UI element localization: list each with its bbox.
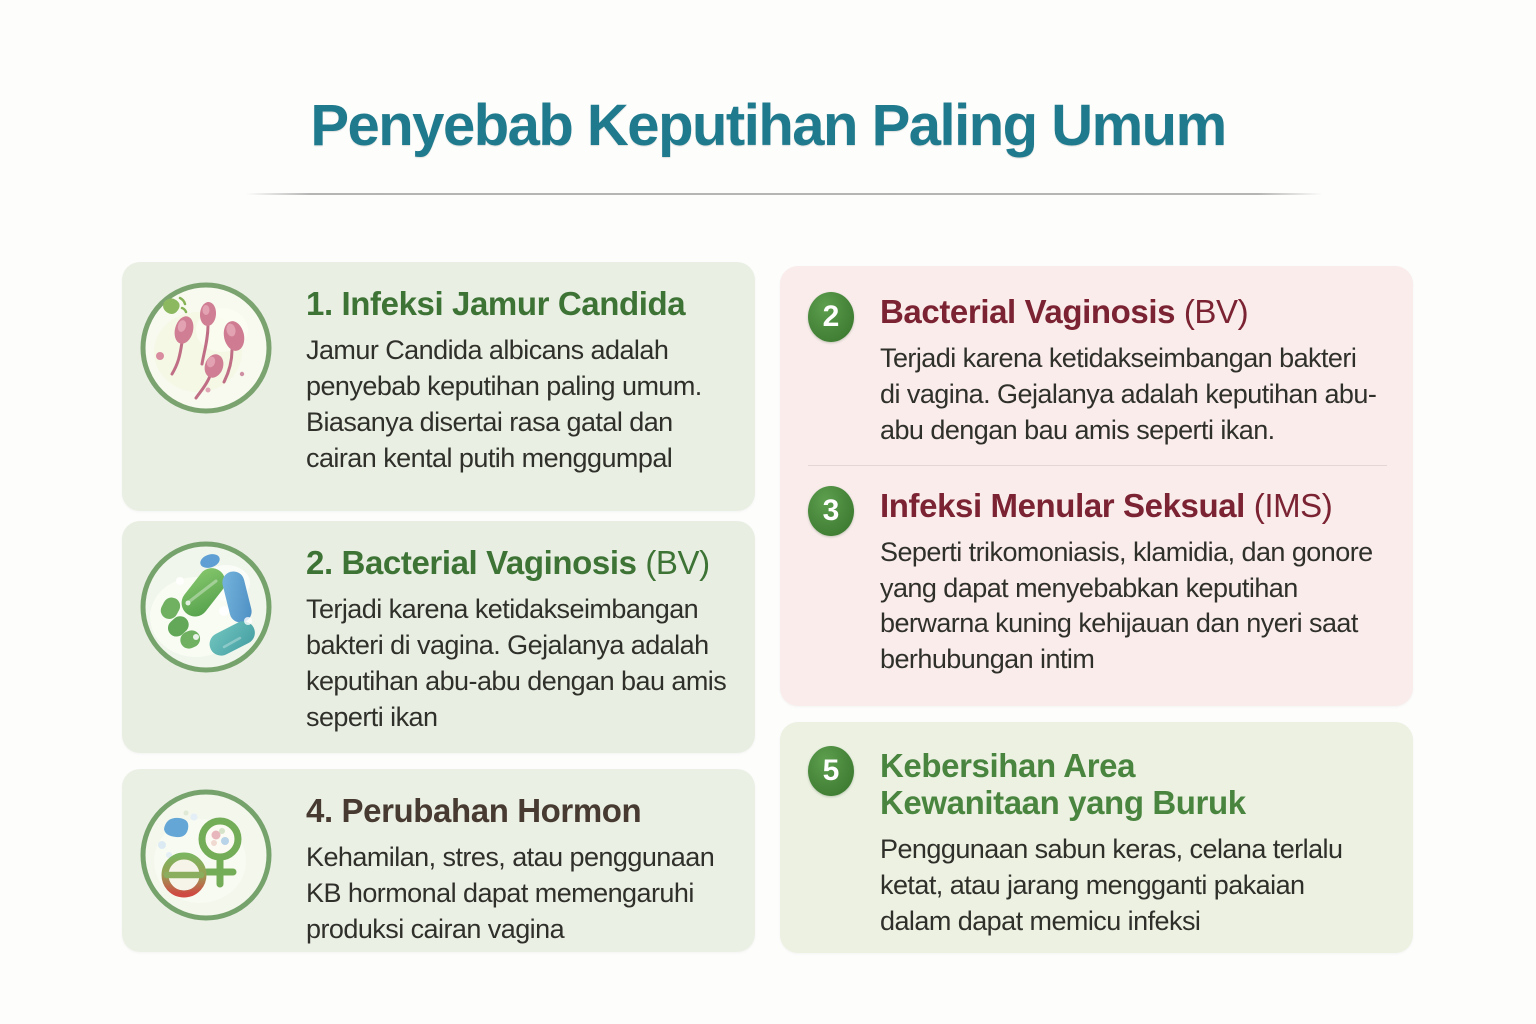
badge-number: 3 (822, 493, 840, 527)
hormone-symbols-icon (138, 787, 274, 923)
card-title-text: Perubahan Hormon (341, 792, 642, 829)
section-heading (880, 748, 1381, 822)
card-perubahan-hormon (122, 769, 755, 952)
card-body: Jamur Candida albicans adalah penyebab keputihan paling umum. Biasanya disertai rasa gatal dan cairan kental putih menggumpal (306, 334, 702, 473)
card-heading (306, 286, 735, 323)
section-body: Terjadi karena ketidakseimbangan bakteri di vagina. Gejalanya adalah keputihan abu-abu dengan bau amis seperti ikan. (880, 342, 1377, 445)
number-badge (808, 486, 854, 536)
card-title-text: Bacterial Vaginosis (341, 544, 637, 581)
card-infeksi-jamur-candida (122, 262, 755, 511)
section-title-text: Infeksi Menular Seksual (880, 486, 1245, 524)
title-divider (246, 193, 1322, 195)
card-number: 1. (306, 285, 333, 322)
section-divider (808, 465, 1387, 466)
section-body: Penggunaan sabun keras, celana terlalu ketat, atau jarang mengganti pakaian dalam dapat memicu infeksi (880, 833, 1343, 936)
section-heading (880, 488, 1377, 525)
card-title-suffix: (BV) (645, 544, 710, 581)
section-title-suffix: (BV) (1183, 293, 1249, 330)
section-kebersihan (808, 746, 1395, 940)
section-title-text: Bacterial Vaginosis (880, 293, 1176, 330)
section-body: Seperti trikomoniasis, klamidia, dan gonore yang dapat menyebabkan keputihan berwarna kuning kehijauan dan nyeri saat berhubungan intim (880, 536, 1373, 675)
card-number: 4. (306, 792, 333, 829)
card-title-text: Infeksi Jamur Candida (341, 285, 686, 322)
section-title-suffix: (IMS) (1253, 486, 1333, 524)
card-bacterial-vaginosis-left (122, 521, 755, 753)
card-kebersihan-area-kewanitaan (780, 722, 1413, 953)
card-heading (306, 545, 735, 582)
card-heading (306, 793, 735, 830)
card-body: Kehamilan, stres, atau penggunaan KB hormonal dapat memengaruhi produksi cairan vagina (306, 841, 715, 944)
card-body: Terjadi karena ketidakseimbangan bakteri di vagina. Gejalanya adalah keputihan abu-abu dengan bau amis seperti ikan (306, 593, 727, 732)
number-badge (808, 746, 854, 796)
page-title: Penyebab Keputihan Paling Umum (310, 93, 1226, 158)
card-number: 2. (306, 544, 333, 581)
number-badge (808, 292, 854, 342)
section-heading (880, 294, 1377, 331)
badge-number: 2 (822, 300, 840, 333)
section-bacterial-vaginosis (808, 292, 1391, 449)
candida-cells-icon (138, 280, 274, 416)
section-title-text: Kebersihan Area Kewanitaan yang Buruk (880, 747, 1246, 821)
section-infeksi-menular-seksual (808, 486, 1391, 679)
card-right-infections (780, 266, 1413, 706)
badge-number: 5 (822, 754, 840, 787)
bacteria-capsules-icon (138, 539, 274, 675)
